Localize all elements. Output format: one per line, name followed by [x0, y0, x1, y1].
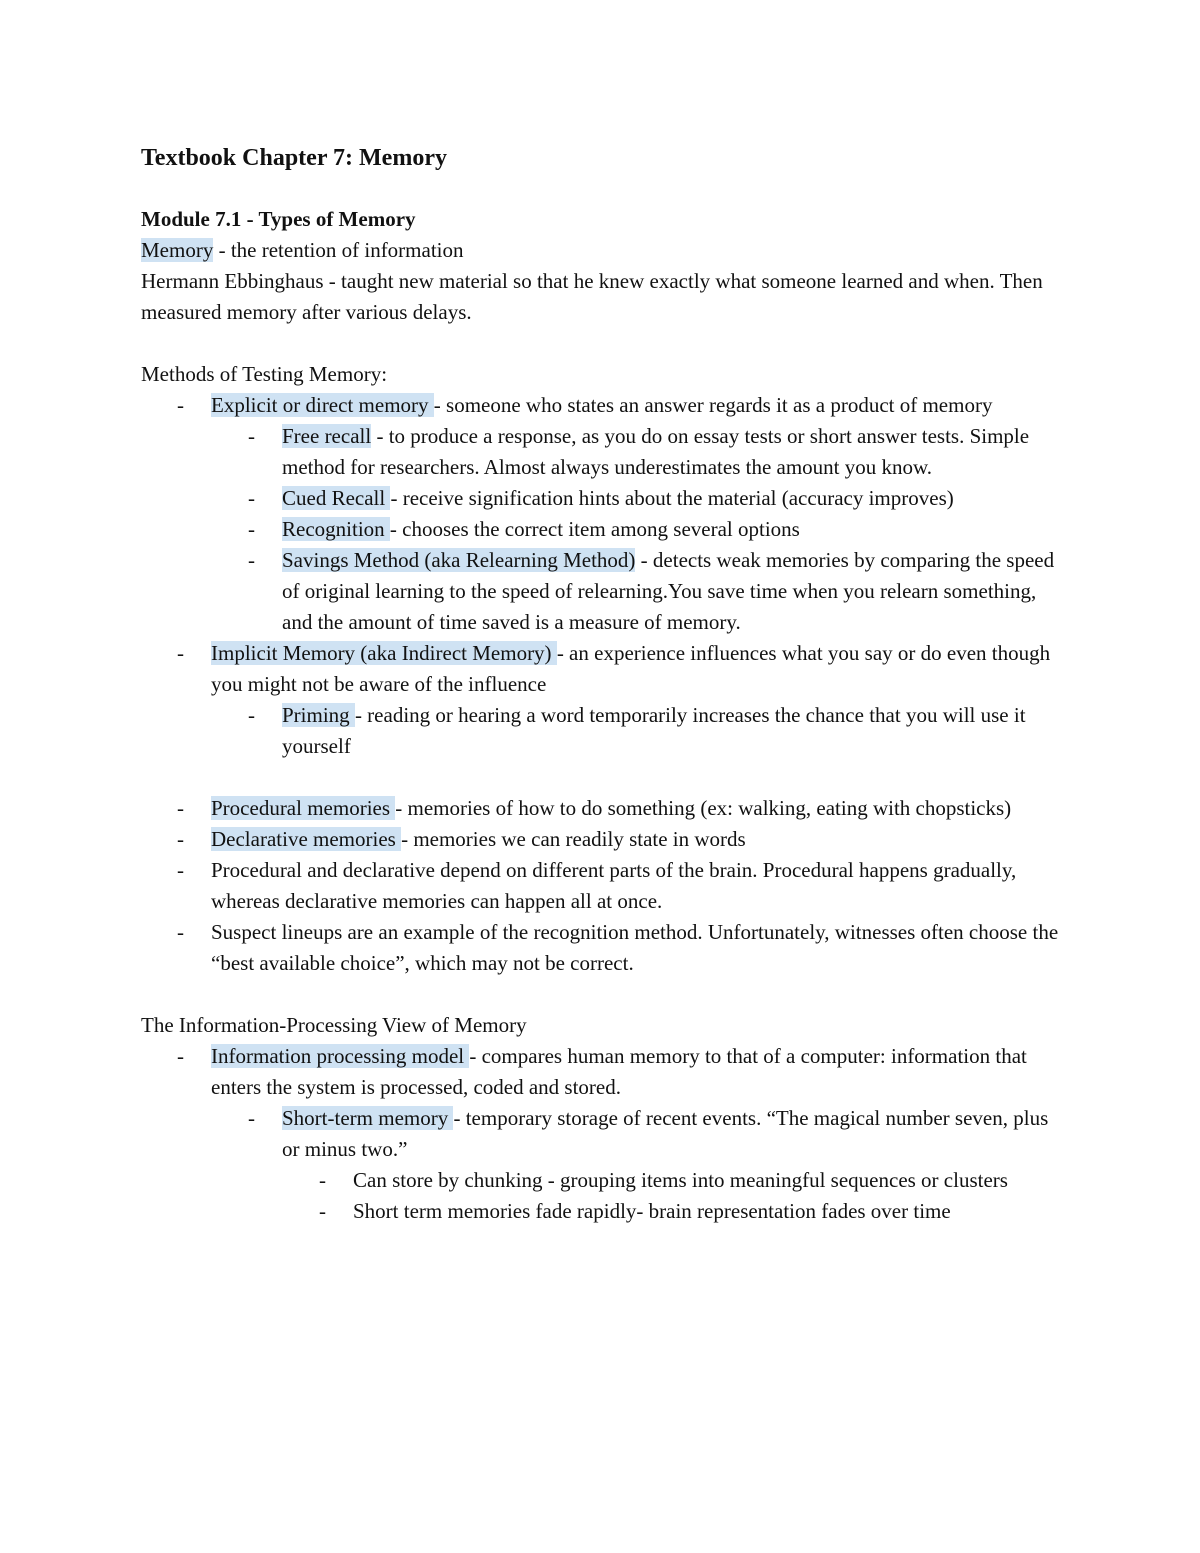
- memory-types-list: [141, 793, 1066, 979]
- definition-text: - to produce a response, as you do on essay tests or short answer tests. Simple method for researchers. Almost always underestimates the amount you know.: [282, 424, 1030, 479]
- testing-list: [141, 390, 1066, 762]
- highlighted-term: Cued Recall: [282, 486, 391, 510]
- list-item: [141, 421, 1066, 483]
- document-body: [141, 140, 1066, 1227]
- highlighted-term: Procedural memories: [211, 796, 396, 820]
- highlighted-term: Explicit or direct memory: [211, 393, 434, 417]
- definition-text: - reading or hearing a word temporarily increases the chance that you will use it yourself: [282, 703, 1026, 758]
- highlighted-term: Free recall: [282, 424, 372, 448]
- memory-definition: [141, 235, 1066, 266]
- list-item: [141, 514, 1066, 545]
- definition-text: - memories we can readily state in words: [401, 827, 746, 851]
- spacer: [141, 328, 1066, 359]
- highlighted-term: Information processing model: [211, 1044, 470, 1068]
- definition-text: - temporary storage of recent events. “The magical number seven, plus or minus two.”: [282, 1106, 1049, 1161]
- section-heading-ipv: The Information-Processing View of Memory: [141, 1013, 527, 1037]
- module-heading: Module 7.1 - Types of Memory: [141, 207, 416, 231]
- definition-text: - chooses the correct item among several options: [389, 517, 800, 541]
- highlighted-term: Savings Method (aka Relearning Method): [282, 548, 636, 572]
- definition-text: - an experience influences what you say or do even though you might not be aware of the influence: [211, 641, 1051, 696]
- spacer: [141, 762, 1066, 793]
- list-item: [141, 700, 1066, 762]
- definition-text: - detects weak memories by comparing the speed of original learning to the speed of relearning.You save time when you relearn something, and the amount of time saved is a measure of memory.: [282, 548, 1055, 634]
- list-item: - Suspect lineups are an example of the recognition method. Unfortunately, witnesses often choose the “best available choice”, which may not be correct.: [141, 917, 1066, 979]
- list-item: - Procedural and declarative depend on different parts of the brain. Procedural happens gradually, whereas declarative memories can happen all at once.: [141, 855, 1066, 917]
- highlighted-term: Priming: [282, 703, 355, 727]
- list-item: [141, 1103, 1066, 1165]
- page-title: Textbook Chapter 7: Memory: [141, 145, 447, 171]
- list-item: [141, 390, 1066, 421]
- list-item: [141, 824, 1066, 855]
- list-item: - Short term memories fade rapidly- brain representation fades over time: [141, 1196, 1066, 1227]
- highlighted-term: Memory: [141, 238, 214, 262]
- highlighted-term: Recognition: [282, 517, 390, 541]
- ebbinghaus-paragraph: Hermann Ebbinghaus - taught new material so that he knew exactly what someone learned and when. Then measured memory after various delays.: [141, 269, 1043, 324]
- list-item: - Can store by chunking - grouping items into meaningful sequences or clusters: [141, 1165, 1066, 1196]
- definition-text: - compares human memory to that of a computer: information that enters the system is processed, coded and stored.: [211, 1044, 1027, 1099]
- definition-text: - memories of how to do something (ex: walking, eating with chopsticks): [395, 796, 1012, 820]
- highlighted-term: Short-term memory: [282, 1106, 454, 1130]
- highlighted-term: Declarative memories: [211, 827, 402, 851]
- list-item: [141, 793, 1066, 824]
- ipv-list: [141, 1041, 1066, 1227]
- list-item: [141, 1041, 1066, 1103]
- spacer: [141, 979, 1066, 1010]
- definition-text: - someone who states an answer regards it as a product of memory: [433, 393, 993, 417]
- list-item: [141, 638, 1066, 700]
- list-item: [141, 545, 1066, 638]
- definition-text: - receive signification hints about the material (accuracy improves): [390, 486, 954, 510]
- section-heading-testing: Methods of Testing Memory:: [141, 362, 388, 386]
- list-item: [141, 483, 1066, 514]
- highlighted-term: Implicit Memory (aka Indirect Memory): [211, 641, 557, 665]
- definition-text: - the retention of information: [213, 238, 464, 262]
